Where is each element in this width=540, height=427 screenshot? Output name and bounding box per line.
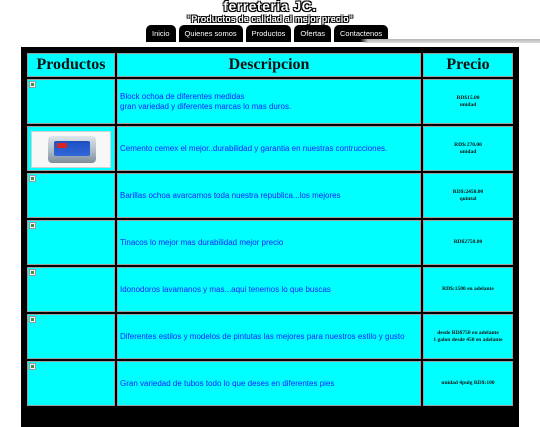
product-price <box>423 314 513 359</box>
table-row <box>27 314 513 359</box>
price-line: unidad 4pulg RD$:100 <box>441 380 495 386</box>
product-description <box>117 126 421 171</box>
product-description <box>117 267 421 312</box>
description-line: Idonodoros lavamanos y mas...aqui tenemos lo que buscas <box>120 284 331 294</box>
description-line: Diferentes estilos y modelos de pintutas las mejores para nuestros estilo y gusto <box>120 331 405 341</box>
product-description <box>117 220 421 265</box>
table-row <box>27 126 513 171</box>
description-line: Cemento cemex el mejor..durabilidad y garantia en nuestras contrucciones. <box>120 143 388 153</box>
price-line: desde RD$750 en adelante <box>437 329 499 336</box>
price-line: RD$:2450.00 <box>452 188 484 195</box>
table-row <box>27 361 513 406</box>
header-productos: Productos <box>27 53 115 77</box>
price-line: RD$:1500 en adelante <box>442 286 494 292</box>
product-price <box>423 267 513 312</box>
nav-contactenos[interactable]: Contactenos <box>334 25 388 42</box>
description-line: Tinacos lo mejor mas durabilidad mejor precio <box>120 237 284 247</box>
description-line: Block ochoa de diferentes medidas <box>120 91 245 101</box>
product-description <box>117 361 421 406</box>
can-logo-graphic <box>57 143 67 148</box>
broken-image-icon <box>29 81 36 88</box>
product-image-cell <box>27 173 115 218</box>
description-line: gran variedad y diferentes marcas lo mas duros. <box>120 101 292 111</box>
header-divider-bar <box>368 39 540 43</box>
product-price <box>423 220 513 265</box>
product-image-cell <box>27 220 115 265</box>
product-price <box>423 126 513 171</box>
table-row <box>27 267 513 312</box>
description-line: Barillas ochoa avarcamos toda nuestra republica...los mejores <box>120 190 341 200</box>
table-row <box>27 173 513 218</box>
price-unit: unidad <box>459 101 477 108</box>
broken-image-icon <box>29 363 36 370</box>
products-table <box>25 51 515 408</box>
product-description <box>117 314 421 359</box>
broken-image-icon <box>29 175 36 182</box>
product-image-cell <box>27 126 115 171</box>
header-descripcion: Descripcion <box>117 53 421 77</box>
table-row <box>27 220 513 265</box>
table-header-row <box>27 53 513 77</box>
main-nav <box>146 25 388 42</box>
product-price <box>423 79 513 124</box>
nav-inicio[interactable]: Inicio <box>146 25 176 42</box>
nav-productos[interactable]: Productos <box>246 25 292 42</box>
description-line: Gran variedad de tubos todo lo que deses en diferentes pies <box>120 378 335 388</box>
cement-product-photo <box>31 131 111 168</box>
nav-ofertas[interactable]: Ofertas <box>294 25 331 42</box>
product-price <box>423 173 513 218</box>
site-title: ferreteria JC. <box>223 0 317 14</box>
broken-image-icon <box>29 316 36 323</box>
product-description <box>117 173 421 218</box>
product-price <box>423 361 513 406</box>
table-row <box>27 79 513 124</box>
broken-image-icon <box>29 222 36 229</box>
product-image-cell <box>27 314 115 359</box>
product-description <box>117 79 421 124</box>
product-image-cell <box>27 79 115 124</box>
price-line: RD$2750.00 <box>453 239 483 245</box>
broken-image-icon <box>29 269 36 276</box>
product-image-cell <box>27 361 115 406</box>
price-unit: unidad <box>459 148 477 155</box>
product-image-cell <box>27 267 115 312</box>
nav-quienes-somos[interactable]: Quienes somos <box>179 25 243 42</box>
price-unit: quintal <box>459 195 477 202</box>
header-precio: Precio <box>423 53 513 77</box>
site-tagline: "Productos de calidad al mejor precio" <box>186 14 354 24</box>
price-unit: 1 galon desde 450 en adelante <box>433 336 503 343</box>
products-table-frame <box>21 47 519 427</box>
price-line: RD$:270.00 <box>454 141 482 148</box>
price-line: RD$15.00 <box>456 94 480 101</box>
